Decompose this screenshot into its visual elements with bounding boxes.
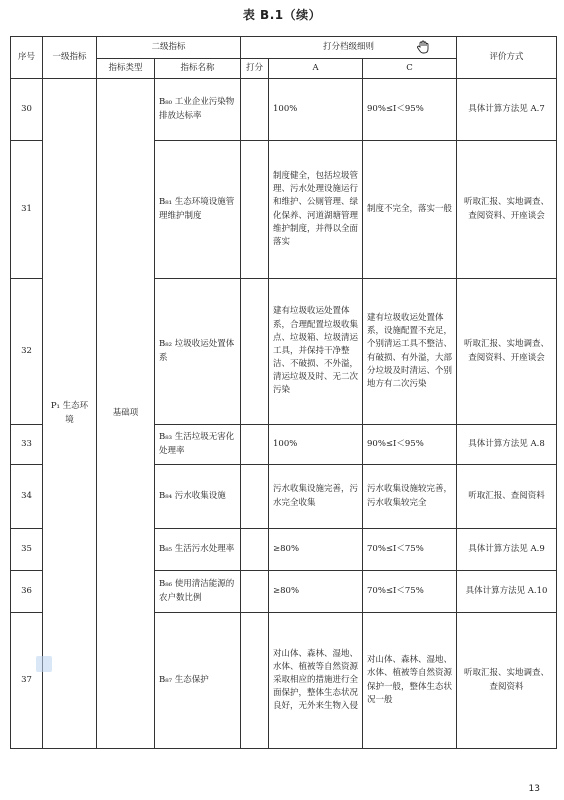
row-grade-c: 70%≤I＜75% bbox=[363, 571, 457, 613]
row-grade-c: 90%≤I＜95% bbox=[363, 79, 457, 141]
row-seq: 36 bbox=[11, 571, 43, 613]
row-seq: 33 bbox=[11, 425, 43, 465]
row-grade-c: 90%≤I＜95% bbox=[363, 425, 457, 465]
row-method: 具体计算方法见 A.10 bbox=[457, 571, 557, 613]
row-method: 听取汇报、实地调查、查阅资料、开座谈会 bbox=[457, 279, 557, 425]
scan-mark bbox=[36, 656, 52, 672]
level1-cell: P₁ 生态环境 bbox=[43, 79, 97, 749]
row-score bbox=[241, 279, 269, 425]
header-score: 打分 bbox=[241, 59, 269, 79]
header-type: 指标类型 bbox=[97, 59, 155, 79]
row-seq: 30 bbox=[11, 79, 43, 141]
scoring-table bbox=[10, 36, 557, 749]
row-grade-c: 70%≤I＜75% bbox=[363, 529, 457, 571]
row-name: B₈₇ 生态保护 bbox=[155, 613, 241, 749]
row-grade-a: ≥80% bbox=[269, 529, 363, 571]
row-seq: 31 bbox=[11, 141, 43, 279]
row-grade-c: 对山体、森林、湿地、水体、植被等自然资源保护一般，整体生态状况一般 bbox=[363, 613, 457, 749]
header-level2: 二级指标 bbox=[97, 37, 241, 59]
row-method: 听取汇报、查阅资料 bbox=[457, 465, 557, 529]
row-grade-c: 污水收集设施较完善，污水收集较完全 bbox=[363, 465, 457, 529]
row-method: 具体计算方法见 A.9 bbox=[457, 529, 557, 571]
row-seq: 32 bbox=[11, 279, 43, 425]
header-level1: 一级指标 bbox=[43, 37, 97, 79]
row-score bbox=[241, 465, 269, 529]
row-score bbox=[241, 79, 269, 141]
row-grade-c: 建有垃圾收运处置体系，设施配置不充足，个别清运工具不整洁、有破损、有外溢，大部分垃圾及时清运、个别地方有二次污染 bbox=[363, 279, 457, 425]
row-method: 具体计算方法见 A.7 bbox=[457, 79, 557, 141]
row-score bbox=[241, 571, 269, 613]
type-cell: 基础项 bbox=[97, 79, 155, 749]
row-name: B₈₅ 生活污水处理率 bbox=[155, 529, 241, 571]
row-name: B₈₁ 生态环境设施管理维护制度 bbox=[155, 141, 241, 279]
header-seq: 序号 bbox=[11, 37, 43, 79]
table-row bbox=[11, 79, 557, 141]
row-score bbox=[241, 529, 269, 571]
row-name: B₈₃ 生活垃圾无害化处理率 bbox=[155, 425, 241, 465]
row-grade-a: 100% bbox=[269, 425, 363, 465]
row-name: B₈₂ 垃圾收运处置体系 bbox=[155, 279, 241, 425]
header-grade-c: C bbox=[363, 59, 457, 79]
row-grade-a: 制度健全，包括垃圾管理、污水处理设施运行和维护、公厕管理、绿化保养、河道湖塘管理维护制度，并得以全面落实 bbox=[269, 141, 363, 279]
page-number: 13 bbox=[528, 784, 540, 794]
row-name: B₈₄ 污水收集设施 bbox=[155, 465, 241, 529]
header-scoring: 打分档级细则 bbox=[241, 37, 457, 59]
row-grade-c: 制度不完全，落实一般 bbox=[363, 141, 457, 279]
row-grade-a: 对山体、森林、湿地、水体、植被等自然资源采取相应的措施进行全面保护，整体生态状况良好，无外来生物入侵 bbox=[269, 613, 363, 749]
row-seq: 37 bbox=[11, 613, 43, 749]
row-score bbox=[241, 141, 269, 279]
header-method: 评价方式 bbox=[457, 37, 557, 79]
table-title: 表 B.1（续） bbox=[242, 8, 322, 22]
row-seq: 34 bbox=[11, 465, 43, 529]
header-grade-a: A bbox=[269, 59, 363, 79]
row-name: B₈₀ 工业企业污染物排放达标率 bbox=[155, 79, 241, 141]
row-score bbox=[241, 425, 269, 465]
header-name: 指标名称 bbox=[155, 59, 241, 79]
row-grade-a: 污水收集设施完善，污水完全收集 bbox=[269, 465, 363, 529]
row-method: 具体计算方法见 A.8 bbox=[457, 425, 557, 465]
row-seq: 35 bbox=[11, 529, 43, 571]
row-grade-a: 100% bbox=[269, 79, 363, 141]
row-grade-a: ≥80% bbox=[269, 571, 363, 613]
row-method: 听取汇报、实地调查、查阅资料、开座谈会 bbox=[457, 141, 557, 279]
row-score bbox=[241, 613, 269, 749]
row-name: B₈₆ 使用清洁能源的农户数比例 bbox=[155, 571, 241, 613]
row-grade-a: 建有垃圾收运处置体系，合理配置垃圾收集点、垃圾箱、垃圾清运工具，并保持干净整洁、不破损、不外溢，清运垃圾及时、无二次污染 bbox=[269, 279, 363, 425]
row-method: 听取汇报、实地调查、查阅资料 bbox=[457, 613, 557, 749]
